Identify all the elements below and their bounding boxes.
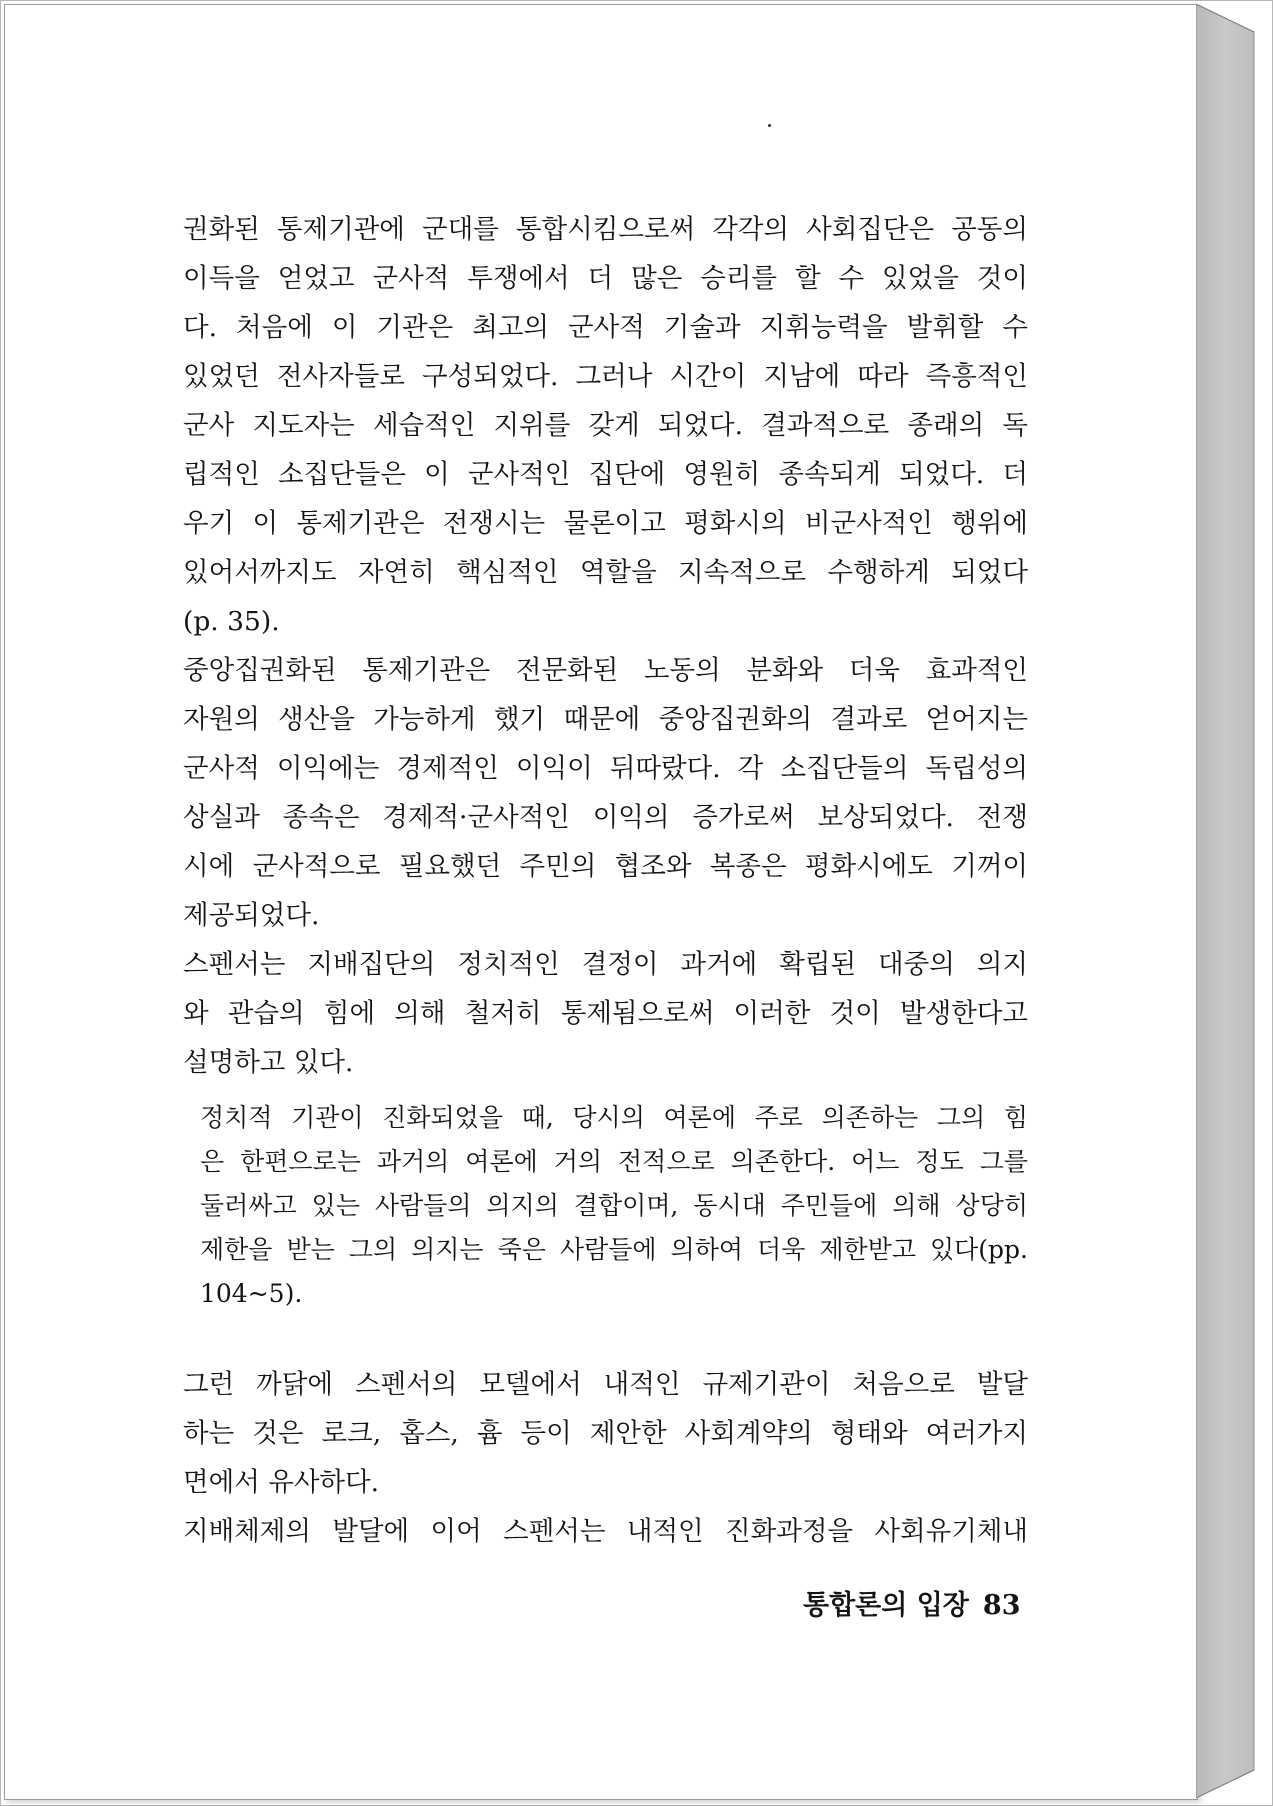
text-line: 스펜서는 지배집단의 정치적인 결정이 과거에 확립된 대중의 의지 — [183, 949, 1028, 980]
text-line: 립적인 소집단들은 이 군사적인 집단에 영원히 종속되게 되었다. 더 — [183, 459, 1028, 490]
text-line: 있었던 전사자들로 구성되었다. 그러나 시간이 지남에 따라 즉흥적인 — [183, 361, 1028, 392]
text-line: 우기 이 통제기관은 전쟁시는 물론이고 평화시의 비군사적인 행위에 — [183, 508, 1028, 539]
page-number: 83 — [982, 1590, 1021, 1621]
quote-line: 은 한편으로는 과거의 여론에 거의 전적으로 의존한다. 어느 정도 그를 — [200, 1147, 1028, 1176]
text-line: 그런 까닭에 스펜서의 모델에서 내적인 규제기관이 처음으로 발달 — [183, 1369, 1028, 1400]
quote-line: 정치적 기관이 진화되었을 때, 당시의 여론에 주로 의존하는 그의 힘 — [200, 1103, 1028, 1132]
block-quote — [200, 1096, 1028, 1316]
body-text — [183, 205, 1028, 1087]
text-line: 설명하고 있다. — [183, 1047, 354, 1078]
quote-line: 둘러싸고 있는 사람들의 의지의 결합이며, 동시대 주민들에 의해 상당히 — [200, 1191, 1028, 1220]
ink-speck — [768, 124, 771, 127]
text-line: 다. 처음에 이 기관은 최고의 군사적 기술과 지휘능력을 발휘할 수 — [183, 312, 1028, 343]
text-line: 와 관습의 힘에 의해 철저히 통제됨으로써 이러한 것이 발생한다고 — [183, 998, 1028, 1029]
quote-line: 104~5). — [200, 1279, 303, 1308]
closing-text — [183, 1360, 1028, 1556]
text-line: 하는 것은 로크, 홉스, 흄 등이 제안한 사회계약의 형태와 여러가지 — [183, 1418, 1028, 1449]
text-line: 이득을 얻었고 군사적 투쟁에서 더 많은 승리를 할 수 있었을 것이 — [183, 263, 1028, 294]
text-line: (p. 35). — [183, 606, 280, 637]
text-line: 지배체제의 발달에 이어 스펜서는 내적인 진화과정을 사회유기체내 — [183, 1516, 1028, 1547]
running-head: 통합론의 입장 — [803, 1590, 969, 1621]
page-stack-edge — [1196, 4, 1260, 1798]
text-line: 군사적 이익에는 경제적인 이익이 뒤따랐다. 각 소집단들의 독립성의 — [183, 753, 1028, 784]
text-line: 상실과 종속은 경제적·군사적인 이익의 증가로써 보상되었다. 전쟁 — [183, 802, 1028, 833]
page-footer — [803, 1586, 1020, 1626]
text-line: 시에 군사적으로 필요했던 주민의 협조와 복종은 평화시에도 기꺼이 — [183, 851, 1028, 882]
quote-line: 제한을 받는 그의 의지는 죽은 사람들에 의하여 더욱 제한받고 있다(pp. — [200, 1235, 1028, 1264]
text-line: 군사 지도자는 세습적인 지위를 갖게 되었다. 결과적으로 종래의 독 — [183, 410, 1028, 441]
text-line: 자원의 생산을 가능하게 했기 때문에 중앙집권화의 결과로 얻어지는 — [183, 704, 1028, 735]
text-line: 면에서 유사하다. — [183, 1467, 380, 1498]
text-line: 있어서까지도 자연히 핵심적인 역할을 지속적으로 수행하게 되었다 — [183, 557, 1028, 588]
text-line: 중앙집권화된 통제기관은 전문화된 노동의 분화와 더욱 효과적인 — [183, 655, 1028, 686]
text-line: 제공되었다. — [183, 900, 320, 931]
text-line: 권화된 통제기관에 군대를 통합시킴으로써 각각의 사회집단은 공동의 — [183, 214, 1028, 245]
